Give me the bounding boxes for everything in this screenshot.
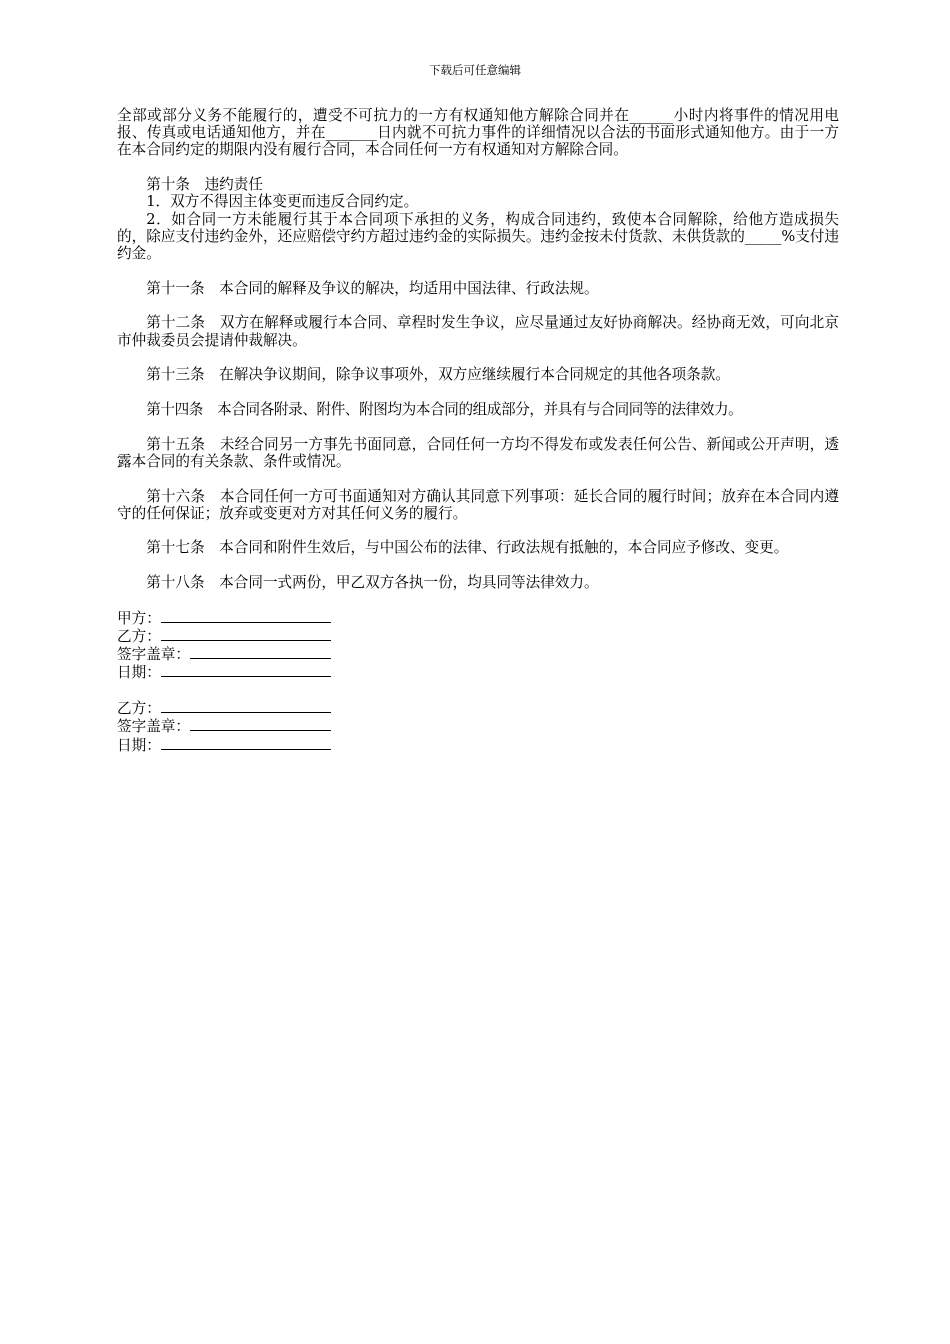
party-b-blank-2[interactable]: [161, 699, 331, 713]
signature-row: [117, 645, 839, 663]
date-blank[interactable]: [161, 663, 331, 677]
signature-label-2: 签字盖章：: [117, 718, 190, 736]
party-b-label: 乙方：: [117, 628, 161, 646]
signature-blank-2[interactable]: [190, 717, 331, 731]
party-a-blank[interactable]: [161, 609, 331, 623]
article-17: 第十七条 本合同和附件生效后，与中国公布的法律、行政法规有抵触的，本合同应予修改、变更。: [146, 539, 789, 557]
signature-row-2: [117, 717, 839, 735]
article-15: 第十五条 未经合同另一方事先书面同意，合同任何一方均不得发布或发表任何公告、新闻或公开声明，透露本合同的有关条款、条件或情况。: [117, 435, 839, 470]
date-label: 日期：: [117, 664, 161, 682]
signature-label: 签字盖章：: [117, 646, 190, 664]
signature-blank[interactable]: [190, 645, 331, 659]
article-16: 第十六条 本合同任何一方可书面通知对方确认其同意下列事项：延长合同的履行时间；放弃在本合同内遵守的任何保证；放弃或变更对方对其任何义务的履行。: [117, 487, 839, 522]
party-b-blank[interactable]: [161, 627, 331, 641]
date-row: [117, 663, 839, 681]
article-10-title: 第十条 违约责任: [146, 176, 263, 194]
party-b-row-2: [117, 699, 839, 717]
date-blank-2[interactable]: [161, 736, 331, 750]
article-10-item-1: 1．双方不得因主体变更而违反合同约定。: [146, 193, 419, 211]
date-label-2: 日期：: [117, 736, 161, 754]
article-13: 第十三条 在解决争议期间，除争议事项外，双方应继续履行本合同规定的其他各项条款。: [146, 366, 730, 384]
party-b-label-2: 乙方：: [117, 700, 161, 718]
article-11: 第十一条 本合同的解释及争议的解决，均适用中国法律、行政法规。: [146, 279, 599, 297]
article-10-item-2: 2．如合同一方未能履行其于本合同项下承担的义务，构成合同违约，致使本合同解除，给他方造成损失的，除应支付违约金外，还应赔偿守约方超过违约金的实际损失。违约金按未付货款、未供货款的_____%支付违约金。: [117, 210, 839, 262]
force-majeure-paragraph: 全部或部分义务不能履行的，遭受不可抗力的一方有权通知他方解除合同并在______小时内将事件的情况用电报、传真或电话通知他方，并在_______日内就不可抗力事件的详细情况以合法的书面形式通知他方。由于一方在本合同约定的期限内没有履行合同，本合同任何一方有权通知对方解除合同。: [117, 107, 839, 159]
article-14: 第十四条 本合同各附录、附件、附图均为本合同的组成部分，并具有与合同同等的法律效力。: [146, 400, 743, 418]
article-12: 第十二条 双方在解释或履行本合同、章程时发生争议，应尽量通过友好协商解决。经协商无效，可向北京市仲裁委员会提请仲裁解决。: [117, 314, 839, 349]
article-18: 第十八条 本合同一式两份，甲乙双方各执一份，均具同等法律效力。: [146, 574, 599, 592]
party-a-label: 甲方：: [117, 609, 161, 627]
page-header: 下载后可任意编辑: [429, 63, 521, 77]
party-b-row: [117, 627, 839, 645]
date-row-2: [117, 736, 839, 754]
contract-body: [117, 107, 839, 754]
party-a-row: [117, 609, 839, 627]
signature-block-2: [117, 699, 839, 754]
signature-block-1: [117, 609, 839, 682]
article-10: [117, 176, 839, 262]
